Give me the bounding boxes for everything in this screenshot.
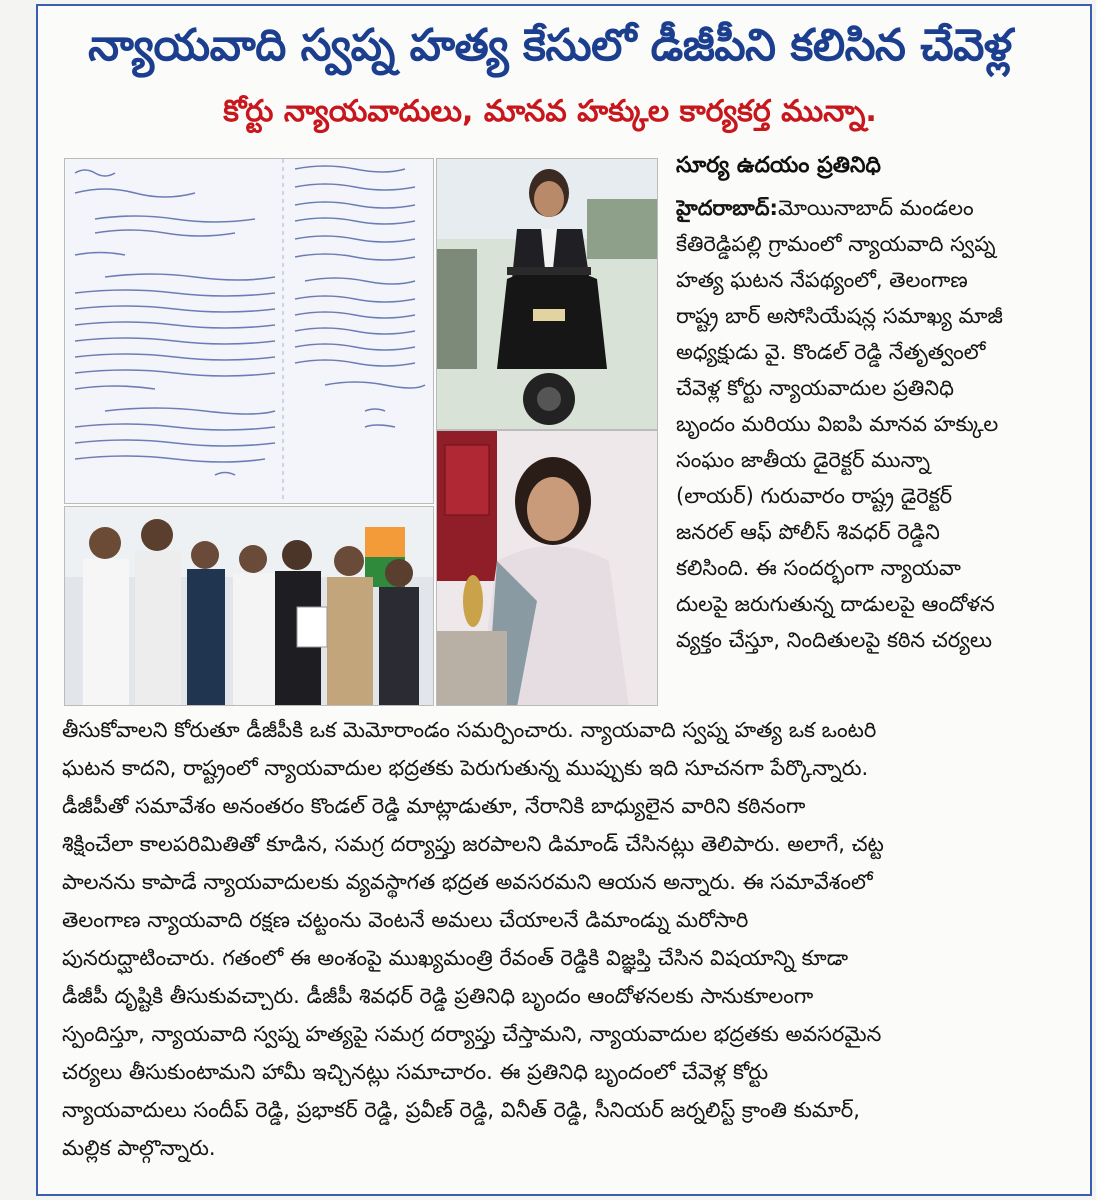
advocate-on-scooter-image [437, 159, 658, 430]
article-line: డీజీపీ దృష్టికి తీసుకువచ్చారు. డీజీపీ శివధర్ రెడ్డి ప్రతినిధి బృందం ఆందోళనలకు సానుకూలంగా [62, 984, 814, 1008]
subheadline: కోర్టు న్యాయవాదులు, మానవ హక్కుల కార్యకర్త మున్నా. [223, 94, 877, 129]
article-line: న్యాయవాదులు సందీప్ రెడ్డి, ప్రభాకర్ రెడ్డి, ప్రవీణ్ రెడ్డి, వినీత్ రెడ్డి, సీనియర్ జర్నలిస్ట్ క్రాంతి కుమార్, [62, 1098, 860, 1122]
woman-portrait-image [437, 431, 658, 706]
article-line: అధ్యక్షుడు వై. కొండల్ రెడ్డి నేతృత్వంలో [676, 340, 986, 364]
article-line: పాలనను కాపాడే న్యాయవాదులకు వ్యవస్థాగత భద్రత అవసరమని ఆయన అన్నారు. ఈ సమావేశంలో [62, 870, 873, 894]
article-line: (లాయర్) గురువారం రాష్ట్ర డైరెక్టర్ [676, 484, 953, 508]
article-line: కేతిరెడ్డిపల్లి గ్రామంలో న్యాయవాది స్వప్న [676, 232, 996, 256]
advocate-photo [436, 158, 658, 430]
delegation-meets-dgp-image [65, 507, 434, 706]
article-line: హత్య ఘటన నేపథ్యంలో, తెలంగాణ [676, 268, 968, 292]
article-line: పునరుద్ఘాటించారు. గతంలో ఈ అంశంపై ముఖ్యమంత్రి రేవంత్ రెడ్డికి విజ్ఞప్తి చేసిన విషయాన్ని కూడా [62, 946, 849, 970]
byline: సూర్య ఉదయం ప్రతినిధి [676, 153, 881, 178]
memorandum-letter-photo [64, 158, 434, 504]
article-line: వ్యక్తం చేస్తూ, నిందితులపై కఠిన చర్యలు [676, 628, 993, 652]
portrait-photo [436, 430, 658, 706]
article-line: డీజీపీతో సమావేశం అనంతరం కొండల్ రెడ్డి మాట్లాడుతూ, నేరానికి బాధ్యులైన వారిని కఠినంగా [62, 794, 806, 818]
article-line: చర్యలు తీసుకుంటామని హామీ ఇచ్చినట్లు సమాచారం. ఈ ప్రతినిధి బృందంలో చేవెళ్ల కోర్టు [62, 1060, 769, 1084]
article-line: జనరల్ ఆఫ్ పోలీస్ శివధర్ రెడ్డిని [676, 520, 940, 544]
dateline: హైదరాబాద్: [676, 196, 778, 220]
headline: న్యాయవాది స్వప్న హత్య కేసులో డీజీపీని కలిసిన చేవెళ్ల [88, 20, 1012, 71]
delegation-photo [64, 506, 434, 706]
article-line: కలిసింది. ఈ సందర్భంగా న్యాయవా [676, 556, 961, 580]
article-line: శిక్షించేలా కాలపరిమితితో కూడిన, సమగ్ర దర్యాప్తు జరపాలని డిమాండ్ చేసినట్లు తెలిపారు. అలాగే, చట్ట [62, 832, 884, 856]
article-line: చేవెళ్ల కోర్టు న్యాయవాదుల ప్రతినిధి [676, 376, 954, 400]
article-line: స్పందిస్తూ, న్యాయవాది స్వప్న హత్యపై సమగ్ర దర్యాప్తు చేస్తామని, న్యాయవాదుల భద్రతకు అవసరమైన [62, 1022, 882, 1046]
article-line: సంఘం జాతీయ డైరెక్టర్ మున్నా [676, 448, 931, 472]
handwritten-letter-image [65, 159, 434, 504]
article-line: ఘటన కాదని, రాష్ట్రంలో న్యాయవాదుల భద్రతకు పెరుగుతున్న ముప్పుకు ఇది సూచనగా పేర్కొన్నారు. [62, 756, 869, 780]
article-line: బృందం మరియు విఐపి మానవ హక్కుల [676, 412, 999, 436]
article-line: తెలంగాణ న్యాయవాది రక్షణ చట్టంను వెంటనే అమలు చేయాలనే డిమాండ్ను మరోసారి [62, 908, 749, 932]
article-line-text: మోయినాబాద్ మండలం [777, 196, 974, 220]
article-line: మల్లిక పాల్గొన్నారు. [62, 1136, 216, 1160]
article-line: రాష్ట్ర బార్ అసోసియేషన్ల సమాఖ్య మాజీ [676, 304, 1003, 328]
article-line [676, 190, 1048, 226]
article-line: దులపై జరుగుతున్న దాడులపై ఆందోళన [676, 592, 995, 616]
article-line: తీసుకోవాలని కోరుతూ డీజీపీకి ఒక మెమోరాండం సమర్పించారు. న్యాయవాది స్వప్న హత్య ఒక ఒంటరి [62, 718, 877, 742]
